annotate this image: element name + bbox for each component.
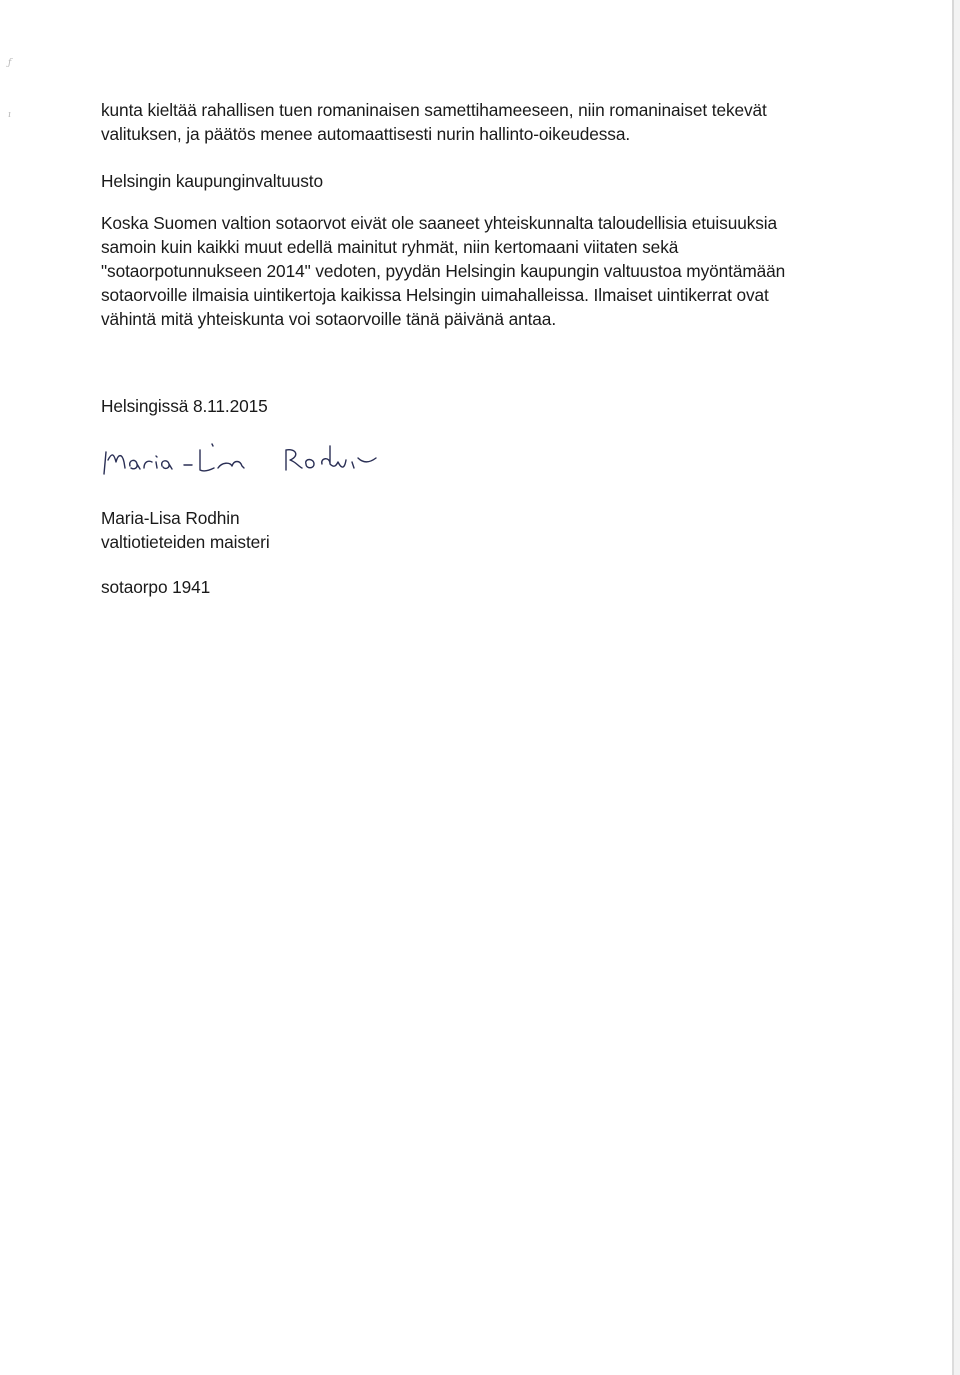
text-line: Koska Suomen valtion sotaorvot eivät ole saaneet yhteiskunnalta taloudellisia etuisuuksia — [101, 213, 778, 233]
text-line: kunta kieltää rahallisen tuen romaninaisen samettihameeseen, niin romaninaiset tekevät — [101, 100, 767, 120]
signer-name-text: Maria-Lisa Rodhin — [101, 508, 240, 528]
place-date — [101, 394, 881, 418]
text-line: vähintä mitä yhteiskunta voi sotaorvoille tänä päivänä antaa. — [101, 309, 557, 329]
signer-status-text: sotaorpo 1941 — [101, 577, 211, 597]
margin-mark: ƒ — [8, 58, 12, 68]
margin-mark: ı — [8, 110, 11, 120]
signer-status — [101, 575, 881, 599]
addressee-text: Helsingin kaupunginvaltuusto — [101, 171, 324, 191]
scan-border — [954, 0, 960, 1375]
signer-name — [101, 506, 881, 530]
text-line: "sotaorpotunnukseen 2014" vedoten, pyydän Helsingin kaupungin valtuustoa myöntämään — [101, 261, 786, 281]
intro-paragraph — [101, 98, 881, 146]
handwritten-signature — [100, 432, 390, 482]
addressee-heading — [101, 169, 881, 193]
text-line: samoin kuin kaikki muut edellä mainitut ryhmät, niin kertomaani viitaten sekä — [101, 237, 679, 257]
signer-title — [101, 530, 881, 554]
place-date-text: Helsingissä 8.11.2015 — [101, 396, 268, 416]
text-line: sotaorvoille ilmaisia uintikertoja kaikissa Helsingin uimahalleissa. Ilmaiset uintikerrat ovat — [101, 285, 769, 305]
request-paragraph — [101, 211, 881, 331]
text-line: valituksen, ja päätös menee automaattisesti nurin hallinto-oikeudessa. — [101, 124, 631, 144]
scan-edge-line — [952, 0, 954, 1375]
signer-title-text: valtiotieteiden maisteri — [101, 532, 270, 552]
